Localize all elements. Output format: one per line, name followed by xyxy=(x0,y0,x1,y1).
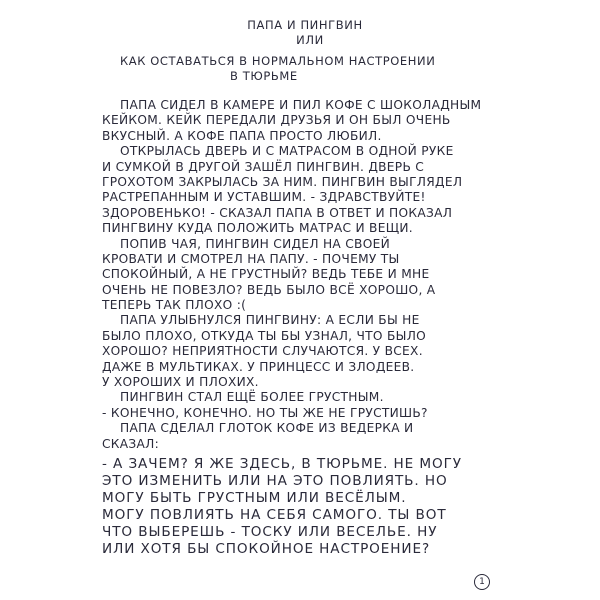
body-line: ГРОХОТОМ ЗАКРЫЛАСЬ ЗА НИМ. ПИНГВИН ВЫГЛЯДЕЛ xyxy=(102,174,463,189)
story-title xyxy=(110,18,490,84)
body-line: ВКУСНЫЙ. А КОФЕ ПАПА ПРОСТО ЛЮБИЛ. xyxy=(102,128,382,143)
body-line: ИЛИ ХОТЯ БЫ СПОКОЙНОЕ НАСТРОЕНИЕ? xyxy=(102,540,431,557)
body-line: ПИНГВИНУ КУДА ПОЛОЖИТЬ МАТРАС И ВЕЩИ. xyxy=(102,221,413,236)
body-line: ПОПИВ ЧАЯ, ПИНГВИН СИДЕЛ НА СВОЕЙ xyxy=(120,236,391,251)
body-line: ЭТО ИЗМЕНИТЬ ИЛИ НА ЭТО ПОВЛИЯТЬ. НО xyxy=(102,472,448,489)
body-line: МОГУ ПОВЛИЯТЬ НА СЕБЯ САМОГО. ТЫ ВОТ xyxy=(102,506,447,523)
body-line: ЧТО ВЫБЕРЕШЬ - ТОСКУ ИЛИ ВЕСЕЛЬЕ. НУ xyxy=(102,523,438,540)
body-line: ТЕПЕРЬ ТАК ПЛОХО :( xyxy=(102,298,247,313)
story-body xyxy=(102,98,500,558)
body-line: ОТКРЫЛАСЬ ДВЕРЬ И С МАТРАСОМ В ОДНОЙ РУКЕ xyxy=(120,144,454,159)
title-line-1: ПАПА И ПИНГВИН xyxy=(247,18,363,32)
body-line: ПАПА СИДЕЛ В КАМЕРЕ И ПИЛ КОФЕ С ШОКОЛАДНЫМ xyxy=(120,98,482,112)
body-line: ОЧЕНЬ НЕ ПОВЕЗЛО? ВЕДЬ БЫЛО ВСЁ ХОРОШО, А xyxy=(102,282,436,297)
title-line-3: КАК ОСТАВАТЬСЯ В НОРМАЛЬНОМ НАСТРОЕНИИ xyxy=(120,54,436,68)
body-line: - А ЗАЧЕМ? Я ЖЕ ЗДЕСЬ, В ТЮРЬМЕ. НЕ МОГУ xyxy=(102,455,462,472)
title-line-2: ИЛИ xyxy=(296,33,324,47)
body-line: ПАПА УЛЫБНУЛСЯ ПИНГВИНУ: А ЕСЛИ БЫ НЕ xyxy=(120,313,420,328)
body-line: КЕЙКОМ. КЕЙК ПЕРЕДАЛИ ДРУЗЬЯ И ОН БЫЛ ОЧЕНЬ xyxy=(102,113,451,128)
body-line: СПОКОЙНЫЙ, А НЕ ГРУСТНЫЙ? ВЕДЬ ТЕБЕ И МНЕ xyxy=(102,267,430,282)
body-line: ХОРОШО? НЕПРИЯТНОСТИ СЛУЧАЮТСЯ. У ВСЕХ. xyxy=(102,344,423,359)
title-line-4: В ТЮРЬМЕ xyxy=(230,69,298,83)
body-line: ПАПА СДЕЛАЛ ГЛОТОК КОФЕ ИЗ ВЕДЕРКА И xyxy=(120,421,414,436)
body-line: БЫЛО ПЛОХО, ОТКУДА ТЫ БЫ УЗНАЛ, ЧТО БЫЛО xyxy=(102,328,427,343)
body-line: И СУМКОЙ В ДРУГОЙ ЗАШЁЛ ПИНГВИН. ДВЕРЬ С xyxy=(102,159,425,174)
body-line: ЗДОРОВЕНЬКО! - СКАЗАЛ ПАПА В ОТВЕТ И ПОКАЗАЛ xyxy=(102,205,453,220)
body-line: У ХОРОШИХ И ПЛОХИХ. xyxy=(102,375,259,390)
body-line: МОГУ БЫТЬ ГРУСТНЫМ ИЛИ ВЕСЁЛЫМ. xyxy=(102,489,407,506)
body-line: ДАЖЕ В МУЛЬТИКАХ. У ПРИНЦЕСС И ЗЛОДЕЕВ. xyxy=(102,359,415,374)
body-line: КРОВАТИ И СМОТРЕЛ НА ПАПУ. - ПОЧЕМУ ТЫ xyxy=(102,251,400,266)
body-line: РАСТРЕПАННЫМ И УСТАВШИМ. - ЗДРАВСТВУЙТЕ! xyxy=(102,190,426,205)
body-line: ПИНГВИН СТАЛ ЕЩЁ БОЛЕЕ ГРУСТНЫМ. xyxy=(120,390,384,405)
body-line: СКАЗАЛ: xyxy=(102,436,160,451)
body-line: - КОНЕЧНО, КОНЕЧНО. НО ТЫ ЖЕ НЕ ГРУСТИШЬ? xyxy=(102,405,428,420)
page-number: 1 xyxy=(474,574,490,590)
